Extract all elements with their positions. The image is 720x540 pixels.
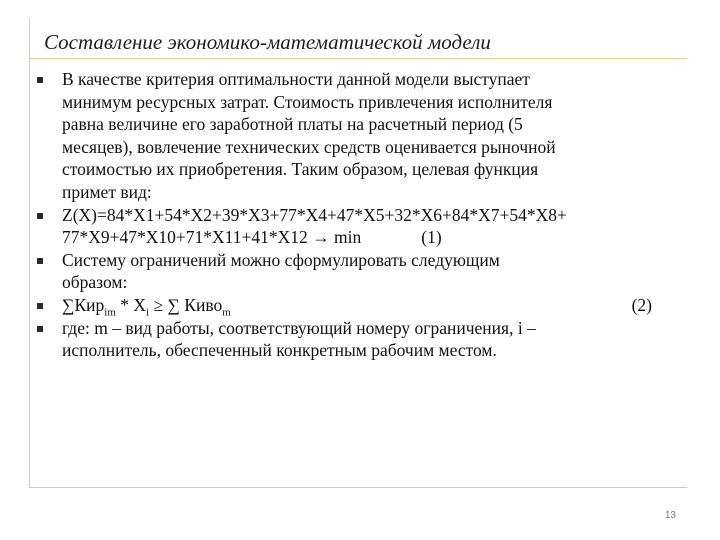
- bullet-marker: [37, 303, 43, 309]
- left-rule: [29, 18, 30, 488]
- text-line: исполнитель, обеспеченный конкретным рабочим местом.: [62, 340, 497, 361]
- equation-number-1: (1): [421, 227, 442, 248]
- text-line: Систему ограничений можно сформулировать следующим: [62, 249, 500, 270]
- text-line: образом:: [62, 272, 128, 293]
- text-line: равна величине его заработной платы на расчетный период (5: [62, 114, 523, 135]
- bullet-criterion: [32, 68, 682, 204]
- equation-number-2: (2): [631, 294, 652, 315]
- bullet-list: [32, 68, 682, 362]
- formula-line-2: [62, 226, 682, 249]
- text-line: примет вид:: [62, 181, 152, 202]
- text-line: минимум ресурсных затрат. Стоимость привлечения исполнителя: [62, 91, 553, 112]
- text-line: В качестве критерия оптимальности данной модели выступает: [62, 69, 530, 89]
- text-line: где: m – вид работы, соответствующий номеру ограничения, i –: [62, 317, 536, 338]
- footer-rule: [29, 487, 687, 488]
- bullet-marker: [37, 213, 43, 219]
- bullet-constraints-intro: [32, 249, 682, 294]
- formula-text: 77*X9+47*X10+71*X11+41*X12 → min: [62, 227, 362, 248]
- subscript-i: i: [146, 306, 150, 319]
- text-line: стоимостью их приобретения. Таким образом, целевая функция: [62, 159, 539, 180]
- page-number: 13: [664, 510, 676, 521]
- subscript-m: m: [222, 306, 231, 319]
- slide-title: Составление экономико-математической модели: [44, 30, 491, 54]
- formula-line-1: Z(X)=84*X1+54*X2+39*X3+77*X4+47*X5+32*X6+84*X7+54*X8+: [62, 204, 567, 225]
- bullet-marker: [37, 258, 43, 264]
- constraint-formula: [62, 294, 682, 317]
- subscript-im: im: [104, 306, 116, 319]
- bullet-objective-function: [32, 204, 682, 249]
- text-line: месяцев), вовлечение технических средств оценивается рыночной: [62, 136, 556, 157]
- formula-part: ∑Кир: [62, 294, 105, 315]
- formula-part: * X: [115, 294, 147, 315]
- title-underline: [29, 58, 687, 59]
- bullet-constraint-formula: [32, 294, 682, 317]
- formula-part: ≥ ∑ Киво: [149, 294, 223, 315]
- bullet-definitions: [32, 317, 682, 362]
- bullet-marker: [37, 326, 43, 332]
- bullet-marker: [37, 77, 43, 83]
